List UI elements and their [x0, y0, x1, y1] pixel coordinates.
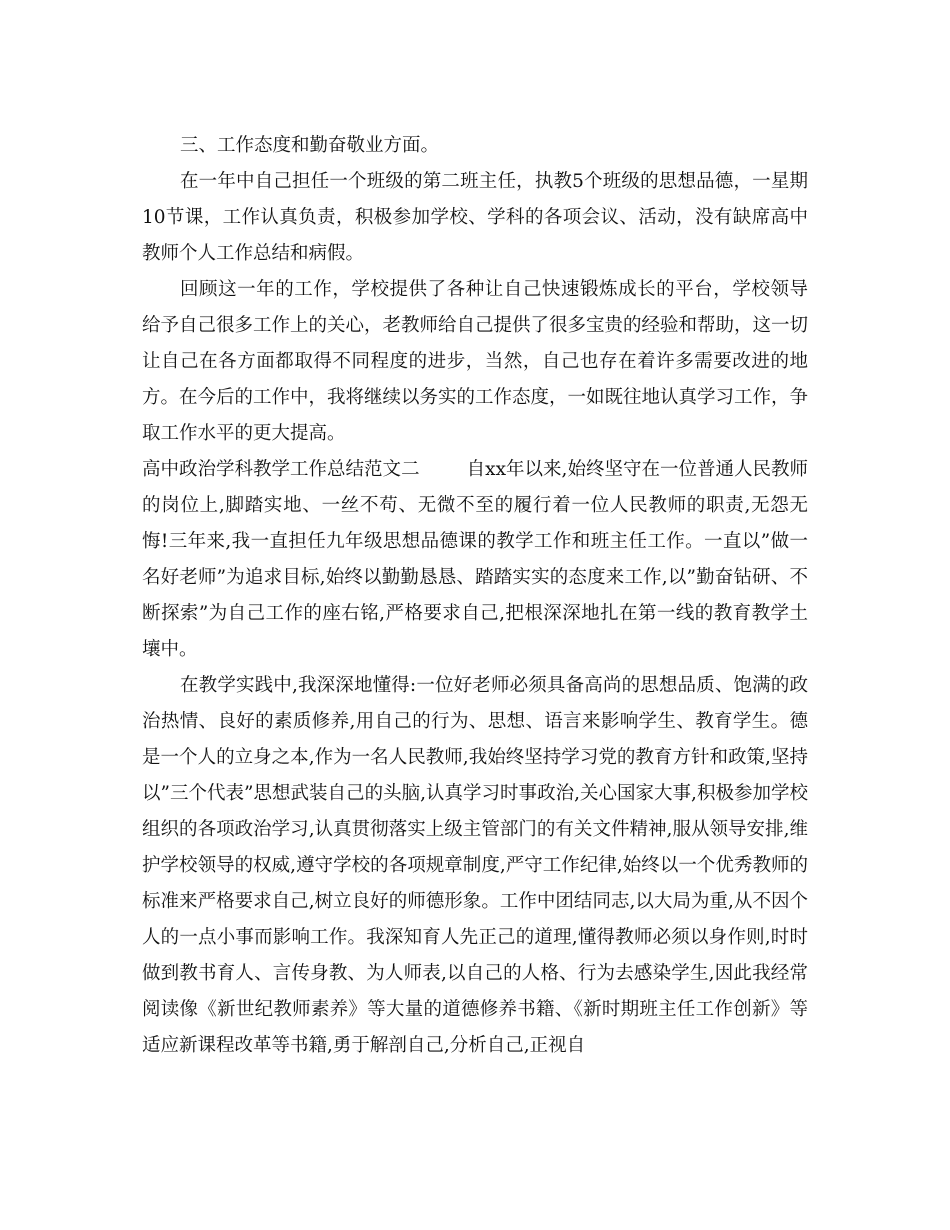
section-heading: 三、工作态度和勤奋敬业方面。: [180, 135, 440, 156]
paragraph-review: 回顾这一年的工作，学校提供了各种让自己快速锻炼成长的平台，学校领导给予自己很多工作上的关心，老教师给自己提供了很多宝贵的经验和帮助，这一切让自己在各方面都取得不同程度的进步，当然，自己也存在着许多需要改进的地方。在今后的工作中，我将继续以务实的工作态度，一如既往地认真学习工作，争取工作水平的更大提高。: [142, 279, 809, 444]
paragraph-duties: 在一年中自己担任一个班级的第二班主任，执教5个班级的思想品德，一星期10节课，工作认真负责，积极参加学校、学科的各项会议、活动，没有缺席高中教师个人工作总结和病假。: [142, 171, 808, 264]
title-gap: [420, 459, 467, 480]
article-title-paragraph: [142, 452, 808, 668]
article-intro: 自xx年以来,始终坚守在一位普通人民教师的岗位上,脚踏实地、一丝不苟、无微不至的履行着一位人民教师的职责,无怨无悔!三年来,我一直担任九年级思想品德课的教学工作和班主任工作。一直以”做一名好老师”为追求目标,始终以勤勤恳恳、踏踏实实的态度来工作,以”勤奋钻研、不断探索”为自己工作的座右铭,严格要求自己,把根深深地扎在第一线的教育教学土壤中。: [142, 459, 809, 660]
article-title: 高中政治学科教学工作总结范文二: [142, 459, 420, 480]
paragraph-teaching-practice: 在教学实践中,我深深地懂得:一位好老师必须具备高尚的思想品质、饱满的政治热情、良好的素质修养,用自己的行为、思想、语言来影响学生、教育学生。德是一个人的立身之本,作为一名人民教师,我始终坚持学习党的教育方针和政策,坚持以”三个代表”思想武装自己的头脑,认真学习时事政治,关心国家大事,积极参加学校组织的各项政治学习,认真贯彻落实上级主管部门的有关文件精神,服从领导安排,维护学校领导的权威,遵守学校的各项规章制度,严守工作纪律,始终以一个优秀教师的标准来严格要求自己,树立良好的师德形象。工作中团结同志,以大局为重,从不因个人的一点小事而影响工作。我深知育人先正己的道理,懂得教师必须以身作则,时时做到教书育人、言传身教、为人师表,以自己的人格、行为去感染学生,因此我经常阅读像《新世纪教师素养》等大量的道德修养书籍、《新时期班主任工作创新》等适应新课程改革等书籍,勇于解剖自己,分析自己,正视自: [142, 675, 808, 1056]
